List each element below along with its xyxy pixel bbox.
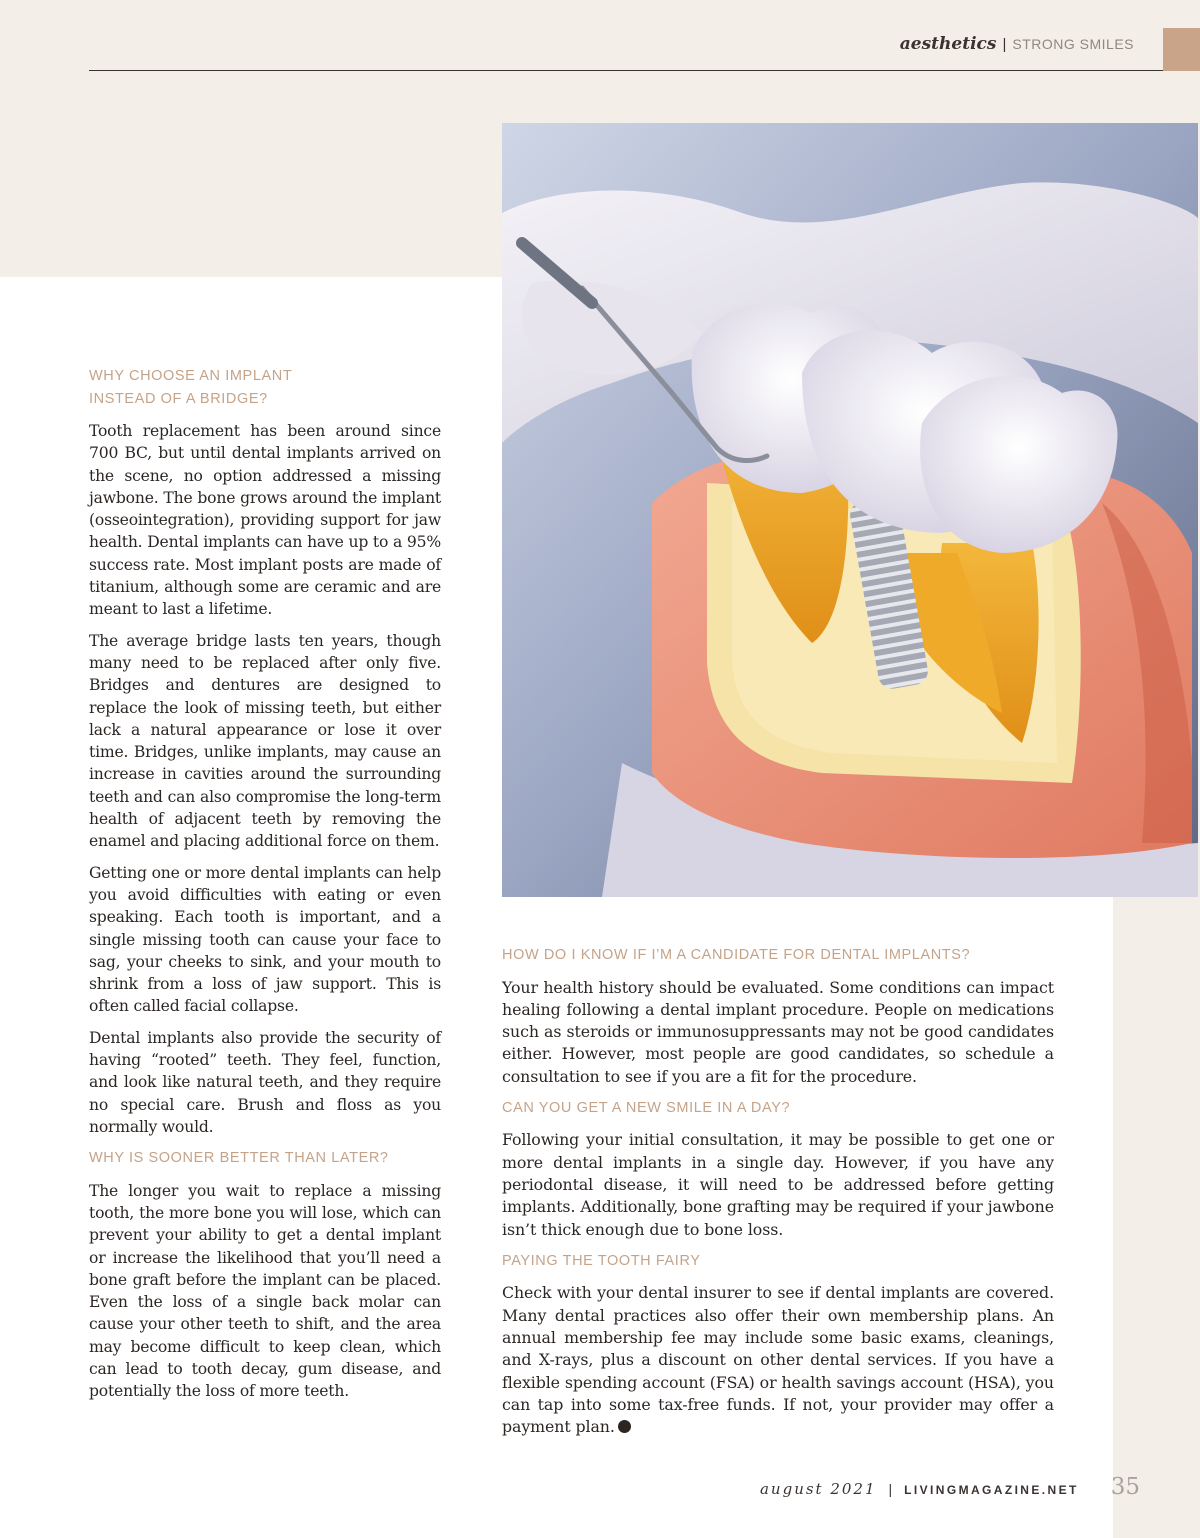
section-name: aesthetics: [899, 34, 997, 54]
subhead-candidate: HOW DO I KNOW IF I’M A CANDIDATE FOR DENTAL IMPLANTS?: [502, 947, 971, 963]
page-footer: [760, 1474, 1140, 1504]
website-link[interactable]: LIVINGMAGAZINE.NET: [904, 1483, 1079, 1497]
right-column: [502, 944, 1054, 1448]
paragraph: Getting one or more dental implants can help you avoid difficulties with eating or even speaking. Each tooth is important, and a single missing tooth can cause your face to sag, your cheeks to sink, and your mouth to shrink from a loss of jaw support. This is often called facial collapse.: [89, 863, 441, 1016]
subhead-implant-vs-bridge: WHY CHOOSE AN IMPLANT INSTEAD OF A BRIDGE?: [89, 368, 293, 407]
page-number: 35: [1110, 1474, 1140, 1500]
paragraph: Your health history should be evaluated. Some conditions can impact healing following a dental implant procedure. People on medications such as steroids or immunosuppressants may not be good candidates either. However, most people are good candidates, so schedule a consultation to see if you are a fit for the procedure.: [502, 977, 1054, 1086]
paragraph-last: [502, 1282, 1054, 1438]
paragraph: Dental implants also provide the security of having “rooted” teeth. They feel, function, and look like natural teeth, and they require no special care. Brush and floss as you normally would.: [89, 1028, 441, 1136]
header-divider: [89, 70, 1163, 71]
paragraph: The average bridge lasts ten years, though many need to be replaced after only five. Bridges and dentures are designed to replace the look of missing teeth, but either lack a natural appearance or lose it over time. Bridges, unlike implants, may cause an increase in cavities around the surrounding teeth and can also compromise the long-term health of adjacent teeth by removing the enamel and placing additional force on them.: [89, 631, 441, 851]
paragraph: Following your initial consultation, it may be possible to get one or more dental implants in a single day. However, if you have any periodontal disease, it will need to be addressed before getting implants. Additionally, bone grafting may be required if your jawbone isn’t thick enough due to bone loss.: [502, 1130, 1054, 1239]
subhead-tooth-fairy: PAYING THE TOOTH FAIRY: [502, 1252, 701, 1269]
dental-implant-photo: [502, 123, 1198, 897]
subhead-smile-in-a-day: CAN YOU GET A NEW SMILE IN A DAY?: [502, 1099, 791, 1116]
left-column: [89, 365, 441, 1412]
section-tab: [1163, 28, 1200, 71]
section-title: STRONG SMILES: [1012, 36, 1134, 52]
paragraph: Tooth replacement has been around since 700 BC, but until dental implants arrived on the scene, no option addressed a missing jawbone. The bone grows around the implant (osseointegration), providing support for jaw health. Dental implants can have up to a 95% success rate. Most implant posts are made of titanium, although some are ceramic and are meant to last a lifetime.: [89, 422, 441, 619]
footer-separator: |: [888, 1481, 893, 1497]
paragraph: The longer you wait to replace a missing tooth, the more bone you will lose, which can prevent your ability to get a dental implant or increase the likelihood that you’ll need a bone graft before the implant can be placed. Even the loss of a single back molar can cause your other teeth to shift, and the area may become difficult to keep clean, which can lead to tooth decay, gum disease, and potentially the loss of more teeth.: [89, 1181, 441, 1401]
paragraph-text: Check with your dental insurer to see if dental implants are covered. Many dental practices also offer their own membership plans. An annual membership fee may include some basic exams, cleanings, and X-rays, plus a discount on other dental services. If you have a flexible spending account (FSA) or health savings account (HSA), you can tap into some tax-free funds. If not, your provider may offer a payment plan.: [502, 1283, 1054, 1437]
end-mark-icon: [618, 1420, 631, 1433]
running-header: [900, 34, 1134, 58]
header-separator: |: [1002, 36, 1007, 53]
issue-date: august 2021: [759, 1480, 877, 1498]
subhead-sooner-better: WHY IS SOONER BETTER THAN LATER?: [89, 1150, 389, 1167]
